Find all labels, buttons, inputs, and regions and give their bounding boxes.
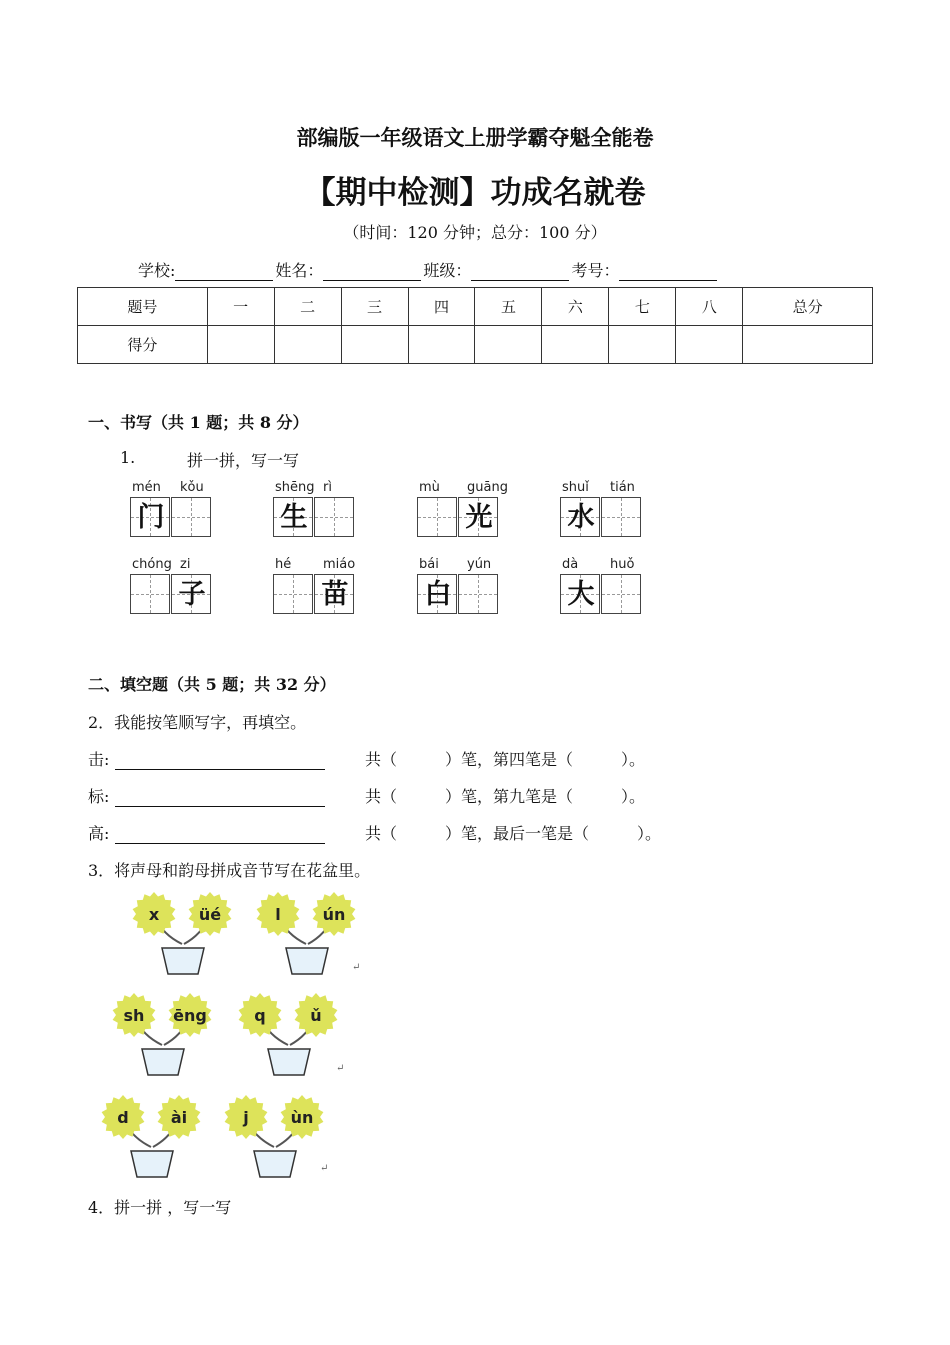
- table-cell: 一: [207, 288, 274, 326]
- initial-letter: j: [243, 1108, 249, 1127]
- given-character: [172, 498, 212, 538]
- stroke-count-text: 共（ ）笔，第九笔是（ ）。: [365, 787, 646, 806]
- pinyin-writing-item: [560, 557, 644, 621]
- flower-pot-basin[interactable]: [268, 1049, 310, 1075]
- pinyin-syllable: yún: [467, 557, 492, 572]
- school-field[interactable]: [175, 264, 273, 281]
- initial-letter: q: [254, 1006, 266, 1025]
- given-character: [274, 575, 314, 615]
- name-label: 姓名：: [275, 261, 324, 280]
- given-character: [602, 498, 642, 538]
- score-table-header-row: [78, 288, 873, 326]
- given-character: 大: [567, 579, 595, 610]
- pinyin-writing-item: [417, 480, 508, 544]
- student-info-line: [138, 258, 719, 281]
- initial-letter: l: [275, 905, 281, 924]
- tianzige-box[interactable]: [417, 497, 457, 537]
- score-input-cell[interactable]: [207, 326, 274, 364]
- pinyin-writing-item: [560, 480, 644, 544]
- tianzige-box[interactable]: [458, 574, 498, 614]
- pinyin-syllable: kǒu: [180, 480, 204, 495]
- flower-pot-item: [224, 1095, 334, 1189]
- stroke-row: [88, 821, 325, 844]
- given-character: 光: [465, 502, 493, 533]
- pinyin-syllable: dà: [562, 557, 579, 572]
- flower-pot-graphic: [112, 993, 222, 1083]
- school-label: 学校:: [138, 261, 176, 280]
- class-label: 班级：: [423, 261, 472, 280]
- paragraph-mark-icon: ↵: [352, 962, 361, 973]
- flower-pot-item: [132, 892, 242, 986]
- table-cell: 四: [408, 288, 475, 326]
- given-character: 生: [280, 502, 308, 533]
- final-letter: ēng: [173, 1006, 207, 1025]
- q2-text: 2．我能按笔顺写字，再填空。: [88, 713, 307, 732]
- flower-pot-graphic: [256, 892, 366, 982]
- pinyin-syllable: tián: [610, 480, 635, 495]
- table-cell: 二: [274, 288, 341, 326]
- initial-letter: x: [148, 905, 160, 924]
- given-character: [459, 575, 499, 615]
- stroke-order-blank[interactable]: [115, 792, 325, 807]
- initial-letter: d: [117, 1108, 129, 1127]
- tianzige-box[interactable]: [560, 497, 600, 537]
- pinyin-syllable: bái: [419, 557, 439, 572]
- pinyin-writing-item: [273, 557, 357, 621]
- tianzige-box[interactable]: [417, 574, 457, 614]
- pinyin-syllable: hé: [275, 557, 292, 572]
- exam-no-field[interactable]: [619, 264, 717, 281]
- flower-pot-basin[interactable]: [286, 948, 328, 974]
- table-cell: 题号: [78, 288, 208, 326]
- q1-number: 1.: [120, 448, 136, 467]
- tianzige-box[interactable]: [171, 574, 211, 614]
- stroke-row: [88, 784, 325, 807]
- final-letter: ún: [322, 905, 346, 924]
- pinyin-syllable: huǒ: [610, 557, 635, 572]
- flower-pot-graphic: [238, 993, 348, 1083]
- q4-text: 4．拼一拼 ，写一写: [88, 1198, 232, 1217]
- final-letter: üé: [198, 905, 222, 924]
- stroke-char: 高:: [88, 824, 110, 843]
- tianzige-box[interactable]: [560, 574, 600, 614]
- table-cell: 五: [475, 288, 542, 326]
- tianzige-box[interactable]: [601, 574, 641, 614]
- flower-pot-item: [256, 892, 366, 986]
- section2-heading: 二、填空题（共 5 题；共 32 分）: [88, 675, 336, 694]
- initial-letter: sh: [123, 1006, 145, 1025]
- tianzige-box[interactable]: [130, 497, 170, 537]
- flower-pot-basin[interactable]: [162, 948, 204, 974]
- name-field[interactable]: [323, 264, 421, 281]
- final-letter: ǔ: [310, 1006, 322, 1025]
- class-field[interactable]: [471, 264, 569, 281]
- flower-pot-graphic: [224, 1095, 334, 1185]
- score-input-cell[interactable]: [743, 326, 873, 364]
- section1-heading: 一、书写（共 1 题；共 8 分）: [88, 413, 309, 432]
- tianzige-box[interactable]: [458, 497, 498, 537]
- pinyin-writing-item: [273, 480, 357, 544]
- pinyin-syllable: miáo: [323, 557, 356, 572]
- flower-pot-basin[interactable]: [254, 1151, 296, 1177]
- paragraph-mark-icon: ↵: [336, 1063, 345, 1074]
- given-character: 门: [137, 502, 165, 533]
- given-character: 子: [178, 579, 206, 610]
- flower-pot-basin[interactable]: [131, 1151, 173, 1177]
- pinyin-syllable: zi: [180, 557, 191, 572]
- tianzige-box[interactable]: [273, 497, 313, 537]
- pinyin-syllable: shuǐ: [562, 480, 589, 495]
- pinyin-syllable: chóng: [132, 557, 172, 572]
- q3-text: 3．将声母和韵母拼成音节写在花盆里。: [88, 861, 371, 880]
- score-input-cell[interactable]: [609, 326, 676, 364]
- given-character: [131, 575, 171, 615]
- tianzige-box[interactable]: [601, 497, 641, 537]
- stroke-count-text: 共（ ）笔，第四笔是（ ）。: [365, 750, 646, 769]
- flower-pot-basin[interactable]: [142, 1049, 184, 1075]
- stroke-char: 击:: [88, 750, 110, 769]
- score-input-cell[interactable]: [341, 326, 408, 364]
- flower-pot-item: [101, 1095, 211, 1189]
- given-character: 水: [567, 502, 595, 533]
- tianzige-box[interactable]: [314, 574, 354, 614]
- pinyin-syllable: mù: [419, 480, 440, 495]
- stroke-order-blank[interactable]: [115, 755, 325, 770]
- pinyin-writing-item: [417, 557, 501, 621]
- exam-no-label: 考号：: [571, 261, 620, 280]
- flower-pot-graphic: [101, 1095, 211, 1185]
- exam-time-info: （时间：120 分钟；总分：100 分）: [343, 223, 607, 242]
- pinyin-writing-item: [130, 480, 214, 544]
- exam-series-title: 部编版一年级语文上册学霸夺魁全能卷: [296, 125, 654, 150]
- pinyin-syllable: mén: [132, 480, 161, 495]
- given-character: [418, 498, 458, 538]
- score-table: [77, 287, 873, 364]
- given-character: 苗: [321, 579, 349, 610]
- score-table-score-row: [78, 326, 873, 364]
- flower-pot-item: [112, 993, 222, 1087]
- final-letter: ùn: [290, 1108, 314, 1127]
- stroke-order-blank[interactable]: [115, 829, 325, 844]
- exam-title: 【期中检测】功成名就卷: [304, 175, 646, 211]
- score-input-cell[interactable]: [676, 326, 743, 364]
- tianzige-box[interactable]: [273, 574, 313, 614]
- score-input-cell[interactable]: [542, 326, 609, 364]
- table-cell: 总分: [743, 288, 873, 326]
- tianzige-box[interactable]: [130, 574, 170, 614]
- table-cell: 三: [341, 288, 408, 326]
- stroke-char: 标:: [88, 787, 110, 806]
- given-character: 白: [424, 579, 452, 610]
- flower-pot-graphic: [132, 892, 242, 982]
- pinyin-syllable: rì: [323, 480, 332, 495]
- table-cell: 六: [542, 288, 609, 326]
- score-input-cell[interactable]: [475, 326, 542, 364]
- flower-pot-item: [238, 993, 348, 1087]
- score-input-cell[interactable]: [274, 326, 341, 364]
- tianzige-box[interactable]: [171, 497, 211, 537]
- paragraph-mark-icon: ↵: [320, 1163, 329, 1174]
- given-character: [602, 575, 642, 615]
- table-cell: 七: [609, 288, 676, 326]
- q1-text: 拼一拼，写一写: [187, 451, 300, 470]
- pinyin-syllable: guāng: [467, 480, 508, 495]
- score-input-cell[interactable]: [408, 326, 475, 364]
- stroke-row: [88, 747, 325, 770]
- pinyin-writing-item: [130, 557, 214, 621]
- tianzige-box[interactable]: [314, 497, 354, 537]
- stroke-count-text: 共（ ）笔，最后一笔是（ ）。: [365, 824, 662, 843]
- given-character: [315, 498, 355, 538]
- pinyin-syllable: shēng: [275, 480, 315, 495]
- final-letter: ài: [170, 1108, 188, 1127]
- table-cell: 八: [676, 288, 743, 326]
- table-cell: 得分: [78, 326, 208, 364]
